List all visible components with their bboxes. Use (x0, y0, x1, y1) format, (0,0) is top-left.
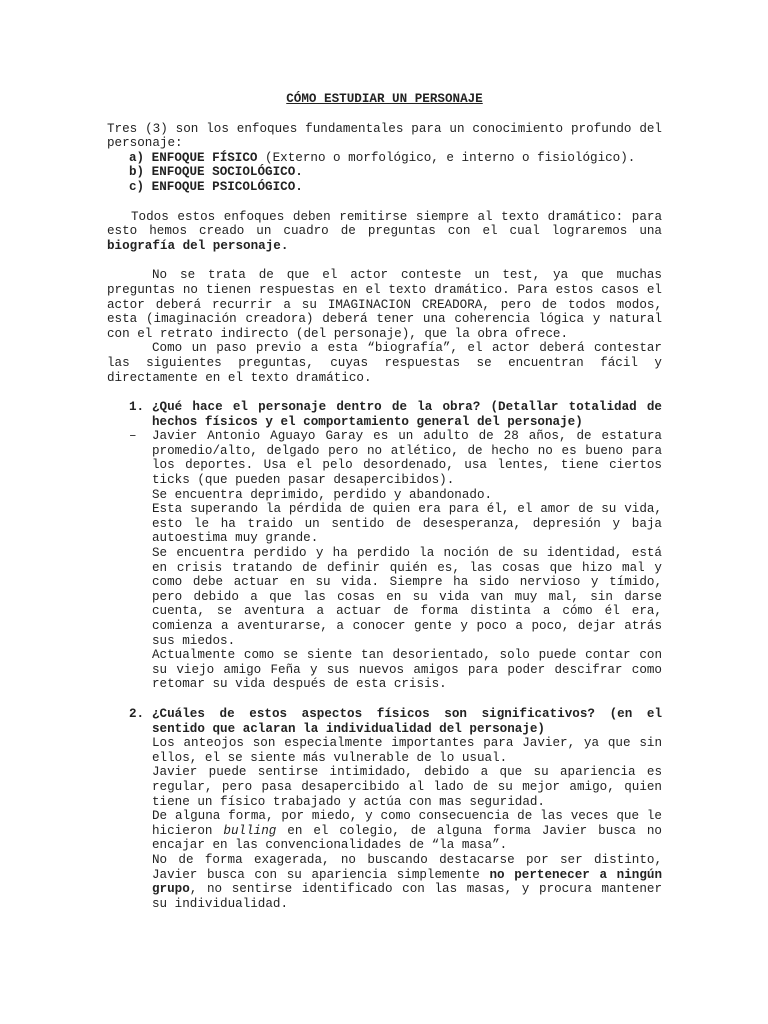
paragraph-test: No se trata de que el actor conteste un test, ya que muchas preguntas no tienen respuestas en el texto dramático. Para estos casos el actor deberá recurrir a su IMAGINACION CREADORA, pero de todos modos, esta (imaginación creadora) deberá tener una coherencia lógica y natural con el retrato indirecto (del personaje), que la obra ofrece. (107, 268, 662, 341)
answer-paragraph: Se encuentra perdido y ha perdido la noción de su identidad, está en crisis tratando de definir quién es, las cosas que hizo mal y como debe actuar en su vida. Siempre ha sido nervioso y tímido, pero debido a que las cosas en su vida van muy mal, sin darse cuenta, se aventura a actuar de forma distinta a cómo él era, comienza a aventurarse, a conocer gente y poco a poco, dejar atrás sus miedos. (152, 546, 662, 648)
answer-paragraph: Actualmente como se siente tan desorientado, solo puede contar con su viejo amigo Feña y sus nuevos amigos para poder descifrar como retomar su vida después de esta crisis. (152, 648, 662, 692)
dash-bullet: – (129, 429, 137, 444)
enfoque-item: c) ENFOQUE PSICOLÓGICO. (129, 179, 303, 194)
answer-paragraph: No de forma exagerada, no buscando destacarse por ser distinto, Javier busca con su apariencia simplemente no pertenecer a ningún grupo, no sentirse identificado con las masas, y procura mantener su individualidad. (152, 852, 662, 911)
answer-paragraph: De alguna forma, por miedo, y como consecuencia de las veces que le hicieron bulling en el colegio, de alguna forma Javier busca no encajar en las convencionalidades de “la masa”. (152, 809, 662, 853)
question-2: 2. ¿Cuáles de estos aspectos físicos son significativos? (en el sentido que aclaran la individualidad del personaje) (129, 706, 662, 736)
answer-2 (107, 736, 662, 911)
question-1: 1. ¿Qué hace el personaje dentro de la obra? (Detallar totalidad de hechos físicos y el comportamiento general del personaje) (129, 400, 662, 429)
paragraph-biografia: Todos estos enfoques deben remitirse siempre al texto dramático: para esto hemos creado un cuadro de preguntas con el cual lograremos una biografía del personaje. (107, 209, 662, 253)
answer-1 (107, 429, 662, 692)
answer-paragraph: Javier puede sentirse intimidado, debido a que su apariencia es regular, pero pasa desapercibido al lado de su mejor amigo, quien tiene un físico trabajado y actúa con mas seguridad. (152, 765, 662, 809)
paragraph-previo: Como un paso previo a esta “biografía”, el actor deberá contestar las siguientes preguntas, cuyas respuestas se encuentran fácil y directamente en el texto dramático. (107, 341, 662, 385)
enfoque-item: a) ENFOQUE FÍSICO (Externo o morfológico, e interno o fisiológico). (129, 150, 636, 165)
answer-paragraph: Se encuentra deprimido, perdido y abandonado. (152, 487, 493, 502)
document-title: CÓMO ESTUDIAR UN PERSONAJE (286, 92, 483, 106)
answer-paragraph: Los anteojos son especialmente importantes para Javier, ya que sin ellos, el se siente más vulnerable de lo usual. (152, 736, 662, 765)
enfoque-item: b) ENFOQUE SOCIOLÓGICO. (129, 165, 303, 180)
answer-paragraph: Esta superando la pérdida de quien era para él, el amor de su vida, esto le ha traido un sentido de desesperanza, depresión y baja autoestima muy grande. (152, 502, 662, 546)
intro-paragraph: Tres (3) son los enfoques fundamentales para un conocimiento profundo del personaje: (107, 121, 662, 151)
answer-paragraph: Javier Antonio Aguayo Garay es un adulto de 28 años, de estatura promedio/alto, delgado pero no atlético, de hecho no es bueno para los deportes. Usa el pelo desordenado, usa lentes, tiene ciertos ticks (que pueden pasar desapercibidos). (152, 429, 662, 488)
enfoques-list (107, 151, 662, 195)
document-page (107, 92, 662, 911)
